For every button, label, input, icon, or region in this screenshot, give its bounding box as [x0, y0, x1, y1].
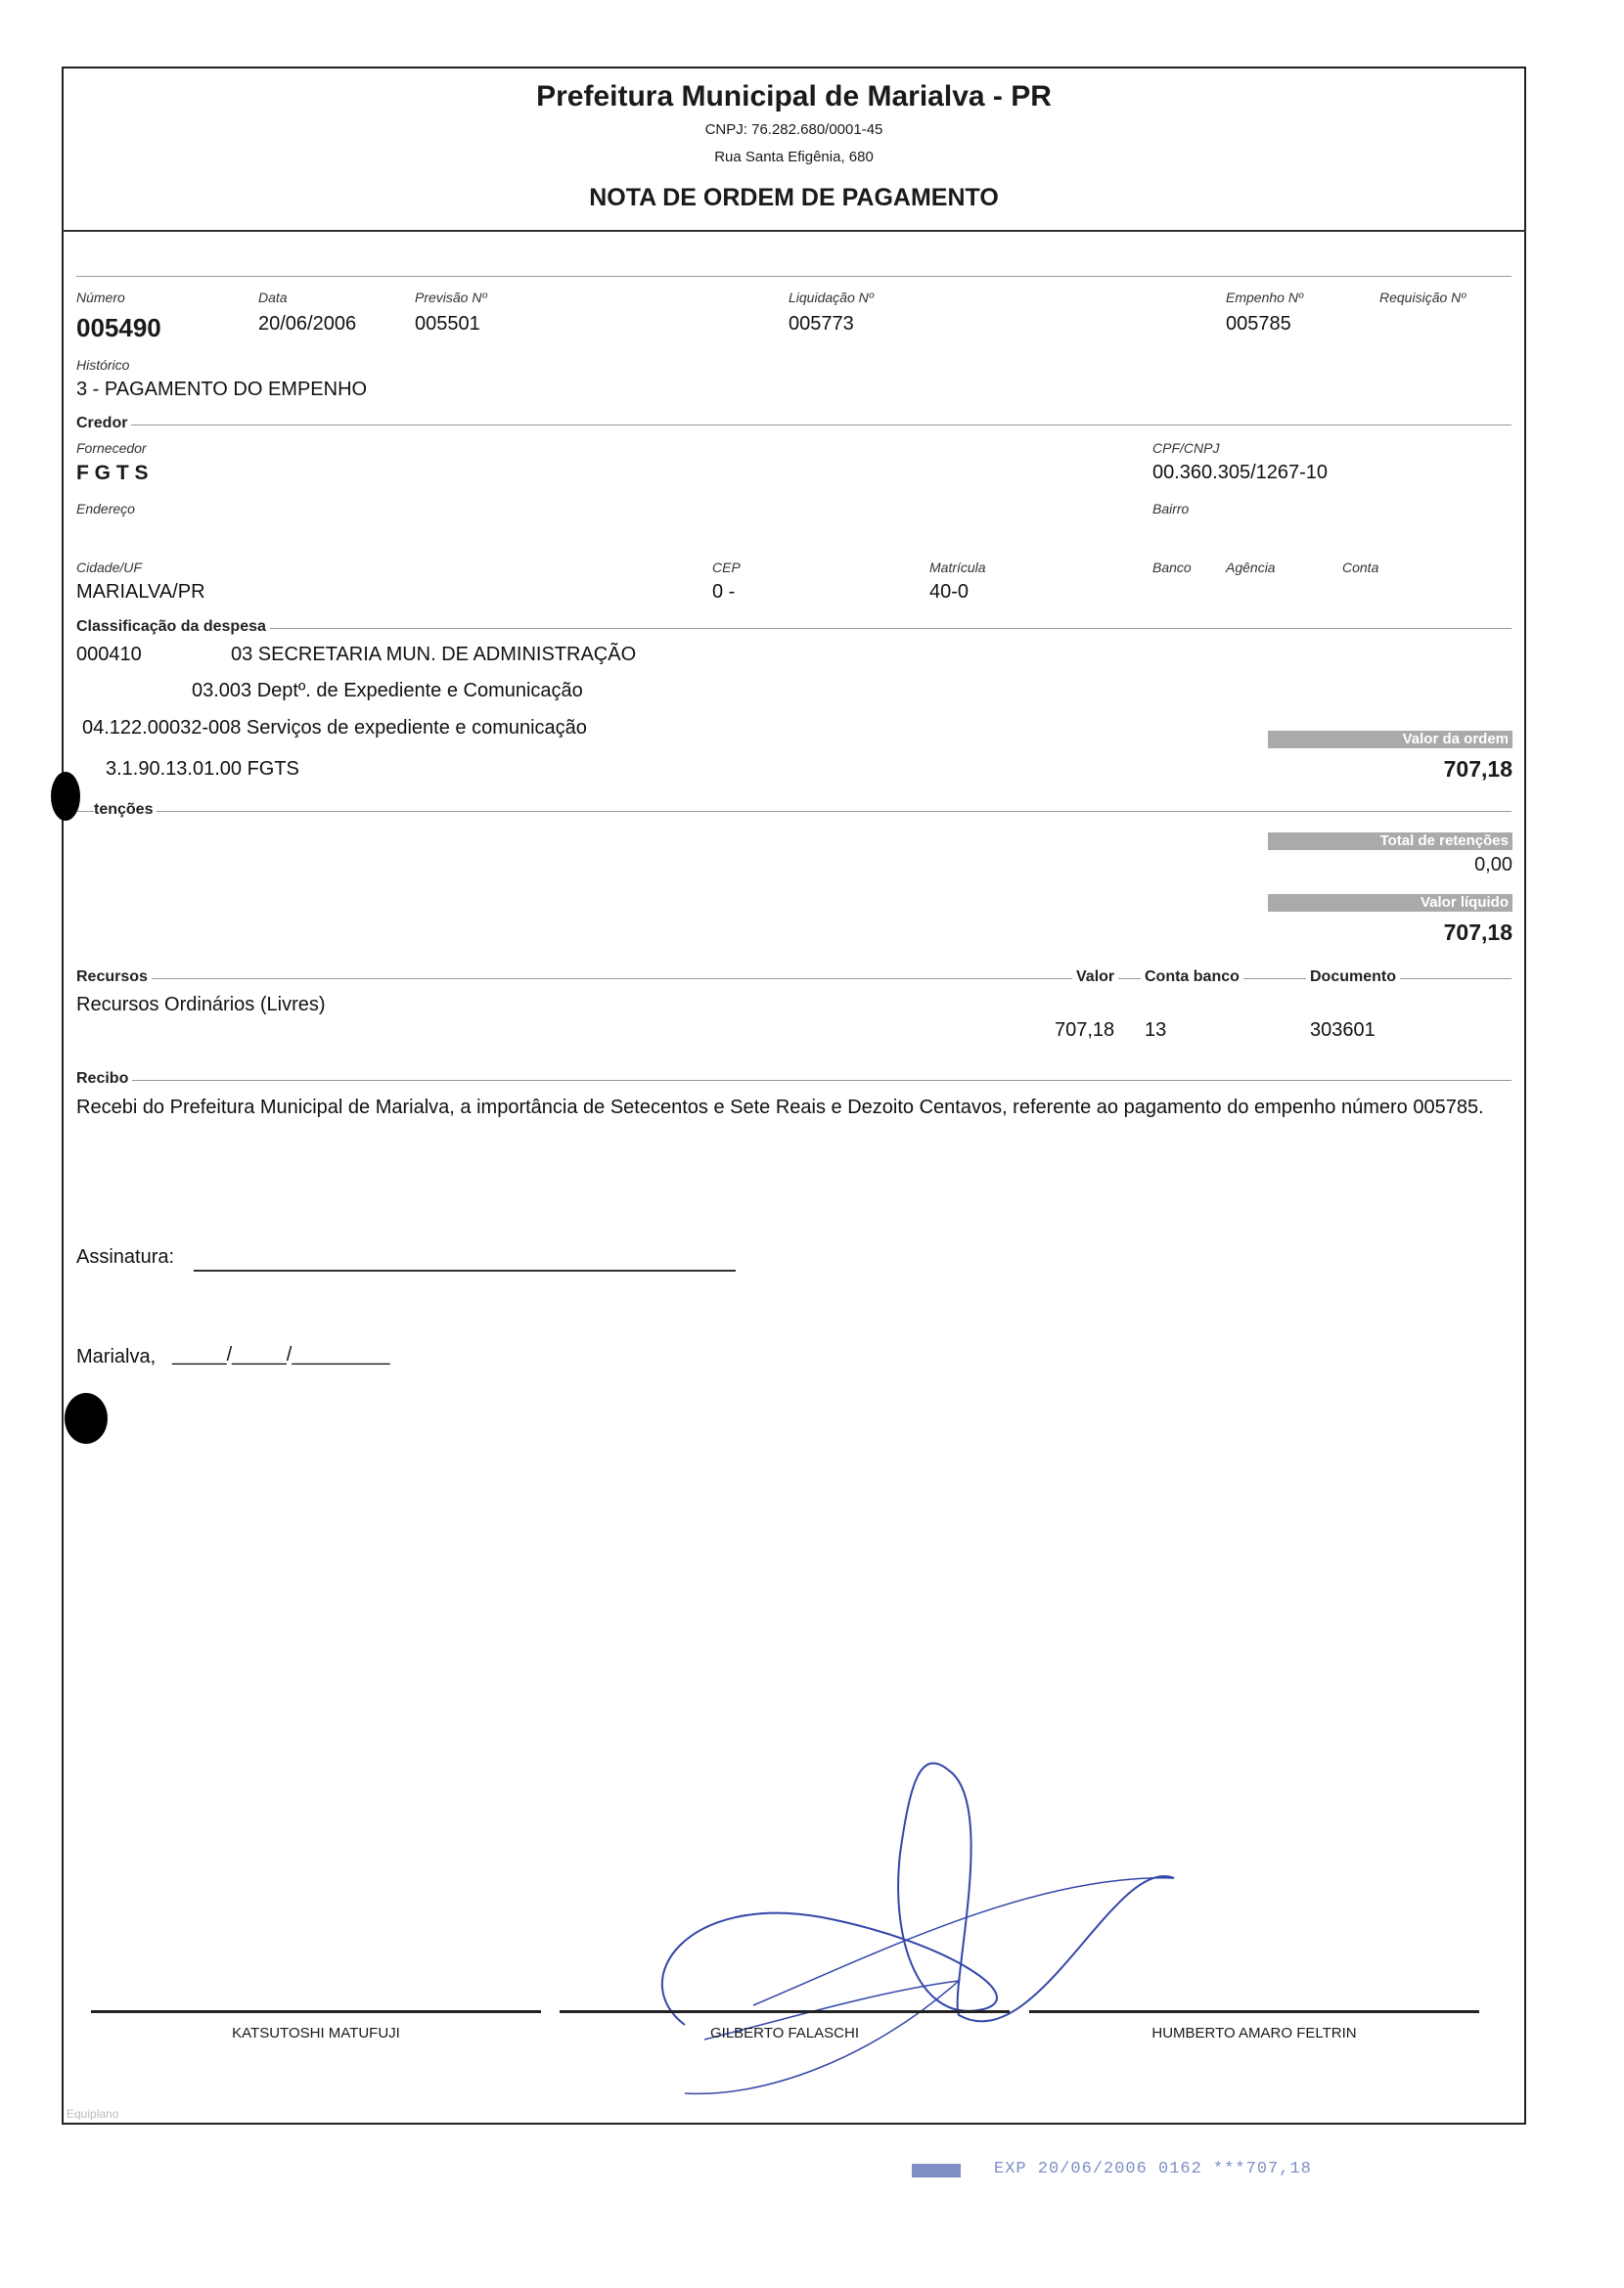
ids-divider [76, 276, 1511, 277]
valor-ordem-value: 707,18 [1443, 756, 1512, 782]
classificacao-code: 000410 [76, 644, 142, 665]
matricula-label: Matrícula [929, 560, 986, 575]
numero-label: Número [76, 290, 125, 305]
local-label: Marialva, [76, 1346, 157, 1368]
recursos-conta: 13 [1145, 1019, 1167, 1041]
requisicao-label: Requisição Nº [1379, 290, 1466, 305]
total-retencoes-label: Total de retenções [1379, 832, 1509, 849]
cep-value: 0 - [712, 581, 736, 603]
recibo-text: Recebi do Prefeitura Municipal de Marialva, a importância de Setecentos e Sete Reais e Dezoito Centavos, referente ao pagamento do empenho número 005785. [76, 1097, 1484, 1118]
banco-label: Banco [1152, 560, 1192, 575]
empenho-value: 005785 [1226, 313, 1291, 335]
endereco-label: Endereço [76, 501, 135, 516]
page-title: Prefeitura Municipal de Marialva - PR [536, 80, 1052, 112]
recursos-conta-header: Conta banco [1141, 968, 1243, 986]
total-retencoes-value: 0,00 [1474, 854, 1512, 875]
liquidacao-value: 005773 [789, 313, 854, 335]
stamp-text: EXP 20/06/2006 0162 ***707,18 [994, 2160, 1312, 2178]
signature-scribble [626, 1746, 1194, 2108]
recursos-valor-header: Valor [1072, 968, 1118, 986]
signature-line-middle [560, 2010, 1010, 2013]
assinatura-line [194, 1270, 736, 1272]
signature-line-right [1029, 2010, 1479, 2013]
retencoes-rule [76, 811, 1511, 812]
document-title: NOTA DE ORDEM DE PAGAMENTO [589, 184, 999, 211]
data-value: 20/06/2006 [258, 313, 357, 335]
signature-name-middle: GILBERTO FALASCHI [710, 2025, 859, 2041]
classificacao-section: Classificação da despesa [76, 618, 270, 636]
recursos-rule [76, 978, 1511, 979]
punch-hole-bottom [65, 1393, 108, 1444]
valor-liquido-label: Valor líquido [1420, 894, 1509, 911]
cpf-label: CPF/CNPJ [1152, 440, 1220, 456]
classificacao-rule [76, 628, 1511, 629]
recursos-documento: 303601 [1310, 1019, 1376, 1041]
credor-rule [76, 425, 1511, 426]
signature-name-left: KATSUTOSHI MATUFUJI [232, 2025, 400, 2041]
recibo-section: Recibo [76, 1070, 132, 1088]
stamp-mark [912, 2164, 961, 2177]
departamento-text: 03.003 Deptº. de Expediente e Comunicação [192, 680, 583, 701]
credor-section: Credor [76, 415, 131, 432]
elemento-text: 3.1.90.13.01.00 FGTS [106, 758, 299, 780]
cnpj-text: CNPJ: 76.282.680/0001-45 [704, 121, 883, 138]
conta-label: Conta [1342, 560, 1379, 575]
historico-label: Histórico [76, 357, 130, 373]
historico-value: 3 - PAGAMENTO DO EMPENHO [76, 379, 368, 400]
software-watermark: Equiplano [67, 2107, 119, 2121]
date-blank: _____/_____/_________ [172, 1344, 390, 1366]
valor-ordem-label: Valor da ordem [1402, 731, 1509, 747]
valor-ordem-bar [1268, 731, 1512, 748]
signature-line-left [91, 2010, 541, 2013]
secretaria-text: 03 SECRETARIA MUN. DE ADMINISTRAÇÃO [231, 644, 637, 665]
numero-value: 005490 [76, 313, 161, 342]
address-text: Rua Santa Efigênia, 680 [714, 149, 874, 165]
cpf-value: 00.360.305/1267-10 [1152, 462, 1329, 483]
valor-liquido-bar [1268, 894, 1512, 912]
agencia-label: Agência [1226, 560, 1276, 575]
valor-liquido-value: 707,18 [1443, 920, 1512, 945]
cep-label: CEP [712, 560, 741, 575]
liquidacao-label: Liquidação Nº [789, 290, 874, 305]
recursos-section: Recursos [76, 968, 152, 986]
header-divider [62, 230, 1526, 232]
fornecedor-label: Fornecedor [76, 440, 147, 456]
previsao-label: Previsão Nº [415, 290, 487, 305]
recursos-documento-header: Documento [1306, 968, 1400, 986]
retencoes-section: tenções [94, 801, 157, 819]
cidade-value: MARIALVA/PR [76, 581, 205, 603]
signature-name-right: HUMBERTO AMARO FELTRIN [1151, 2025, 1357, 2041]
total-retencoes-bar [1268, 832, 1512, 850]
data-label: Data [258, 290, 288, 305]
matricula-value: 40-0 [929, 581, 970, 603]
assinatura-label: Assinatura: [76, 1246, 175, 1268]
recibo-rule [76, 1080, 1511, 1081]
recursos-valor: 707,18 [1055, 1019, 1115, 1041]
bairro-label: Bairro [1152, 501, 1190, 516]
punch-hole-top [51, 772, 80, 821]
empenho-label: Empenho Nº [1226, 290, 1304, 305]
recursos-descricao: Recursos Ordinários (Livres) [76, 994, 326, 1015]
cidade-label: Cidade/UF [76, 560, 142, 575]
fornecedor-value: F G T S [76, 462, 149, 484]
previsao-value: 005501 [415, 313, 480, 335]
funcional-text: 04.122.00032-008 Serviços de expediente e comunicação [82, 717, 587, 739]
